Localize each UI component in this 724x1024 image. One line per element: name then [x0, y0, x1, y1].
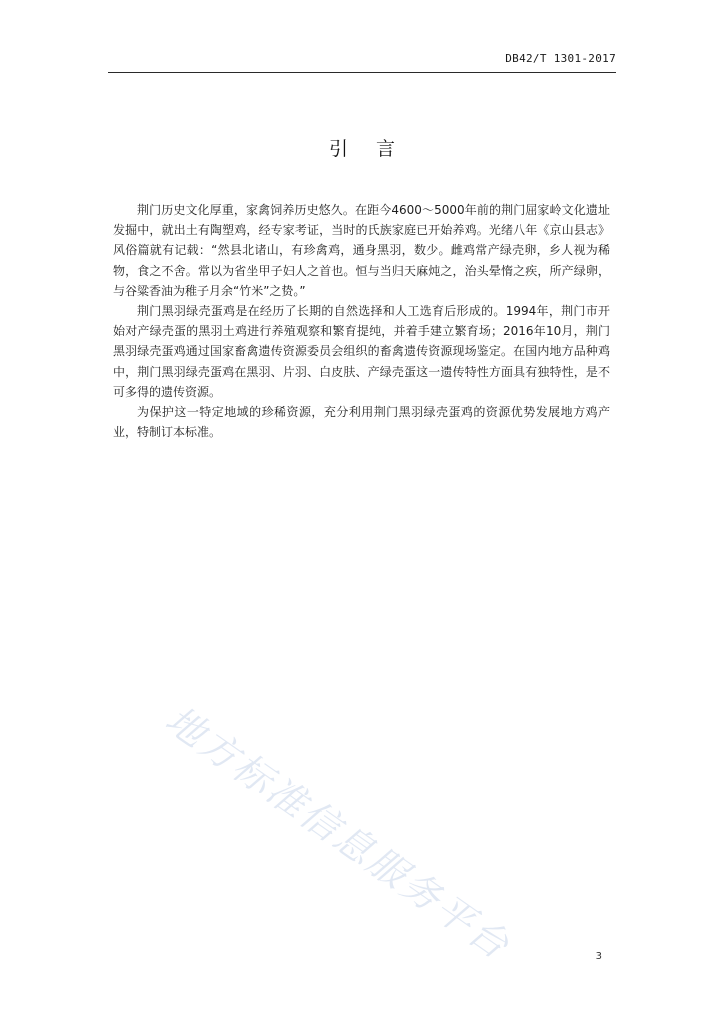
body-text	[113, 200, 610, 442]
paragraph-history: 荆门历史文化厚重，家禽饲养历史悠久。在距今4600～5000年前的荆门屈家岭文化遗址发掘中，就出土有陶塑鸡，经专家考证，当时的氏族家庭已开始养鸡。光绪八年《京山县志》风俗篇就有记载：“然县北诸山，有珍禽鸡，通身黑羽，数少。雌鸡常产绿壳卵，乡人视为稀物，食之不舍。常以为省坐甲子妇人之首也。恒与当归天麻炖之，治头晕惰之疾，所产绿卵，与谷粱香油为稚子月余“竹米”之贽。”	[113, 203, 610, 298]
paragraph-breed-formation: 荆门黑羽绿壳蛋鸡是在经历了长期的自然选择和人工选育后形成的。1994年，荆门市开始对产绿壳蛋的黑羽土鸡进行养殖观察和繁育提纯，并着手建立繁育场；2016年10月，荆门黑羽绿壳蛋鸡通过国家畜禽遗传资源委员会组织的畜禽遗传资源现场鉴定。在国内地方品种鸡中，荆门黑羽绿壳蛋鸡在黑羽、片羽、白皮肤、产绿壳蛋这一遗传特性方面具有独特性，是不可多得的遗传资源。	[113, 304, 610, 399]
section-heading: 引言	[328, 138, 423, 160]
page-number: 3	[595, 951, 602, 962]
watermark: 地方标准信息服务平台	[157, 697, 519, 969]
paragraph-purpose: 为保护这一特定地域的珍稀资源，充分利用荆门黑羽绿壳蛋鸡的资源优势发展地方鸡产业，特制订本标准。	[113, 405, 610, 440]
standard-code: DB42/T 1301-2017	[505, 52, 616, 65]
header-rule	[108, 72, 616, 73]
